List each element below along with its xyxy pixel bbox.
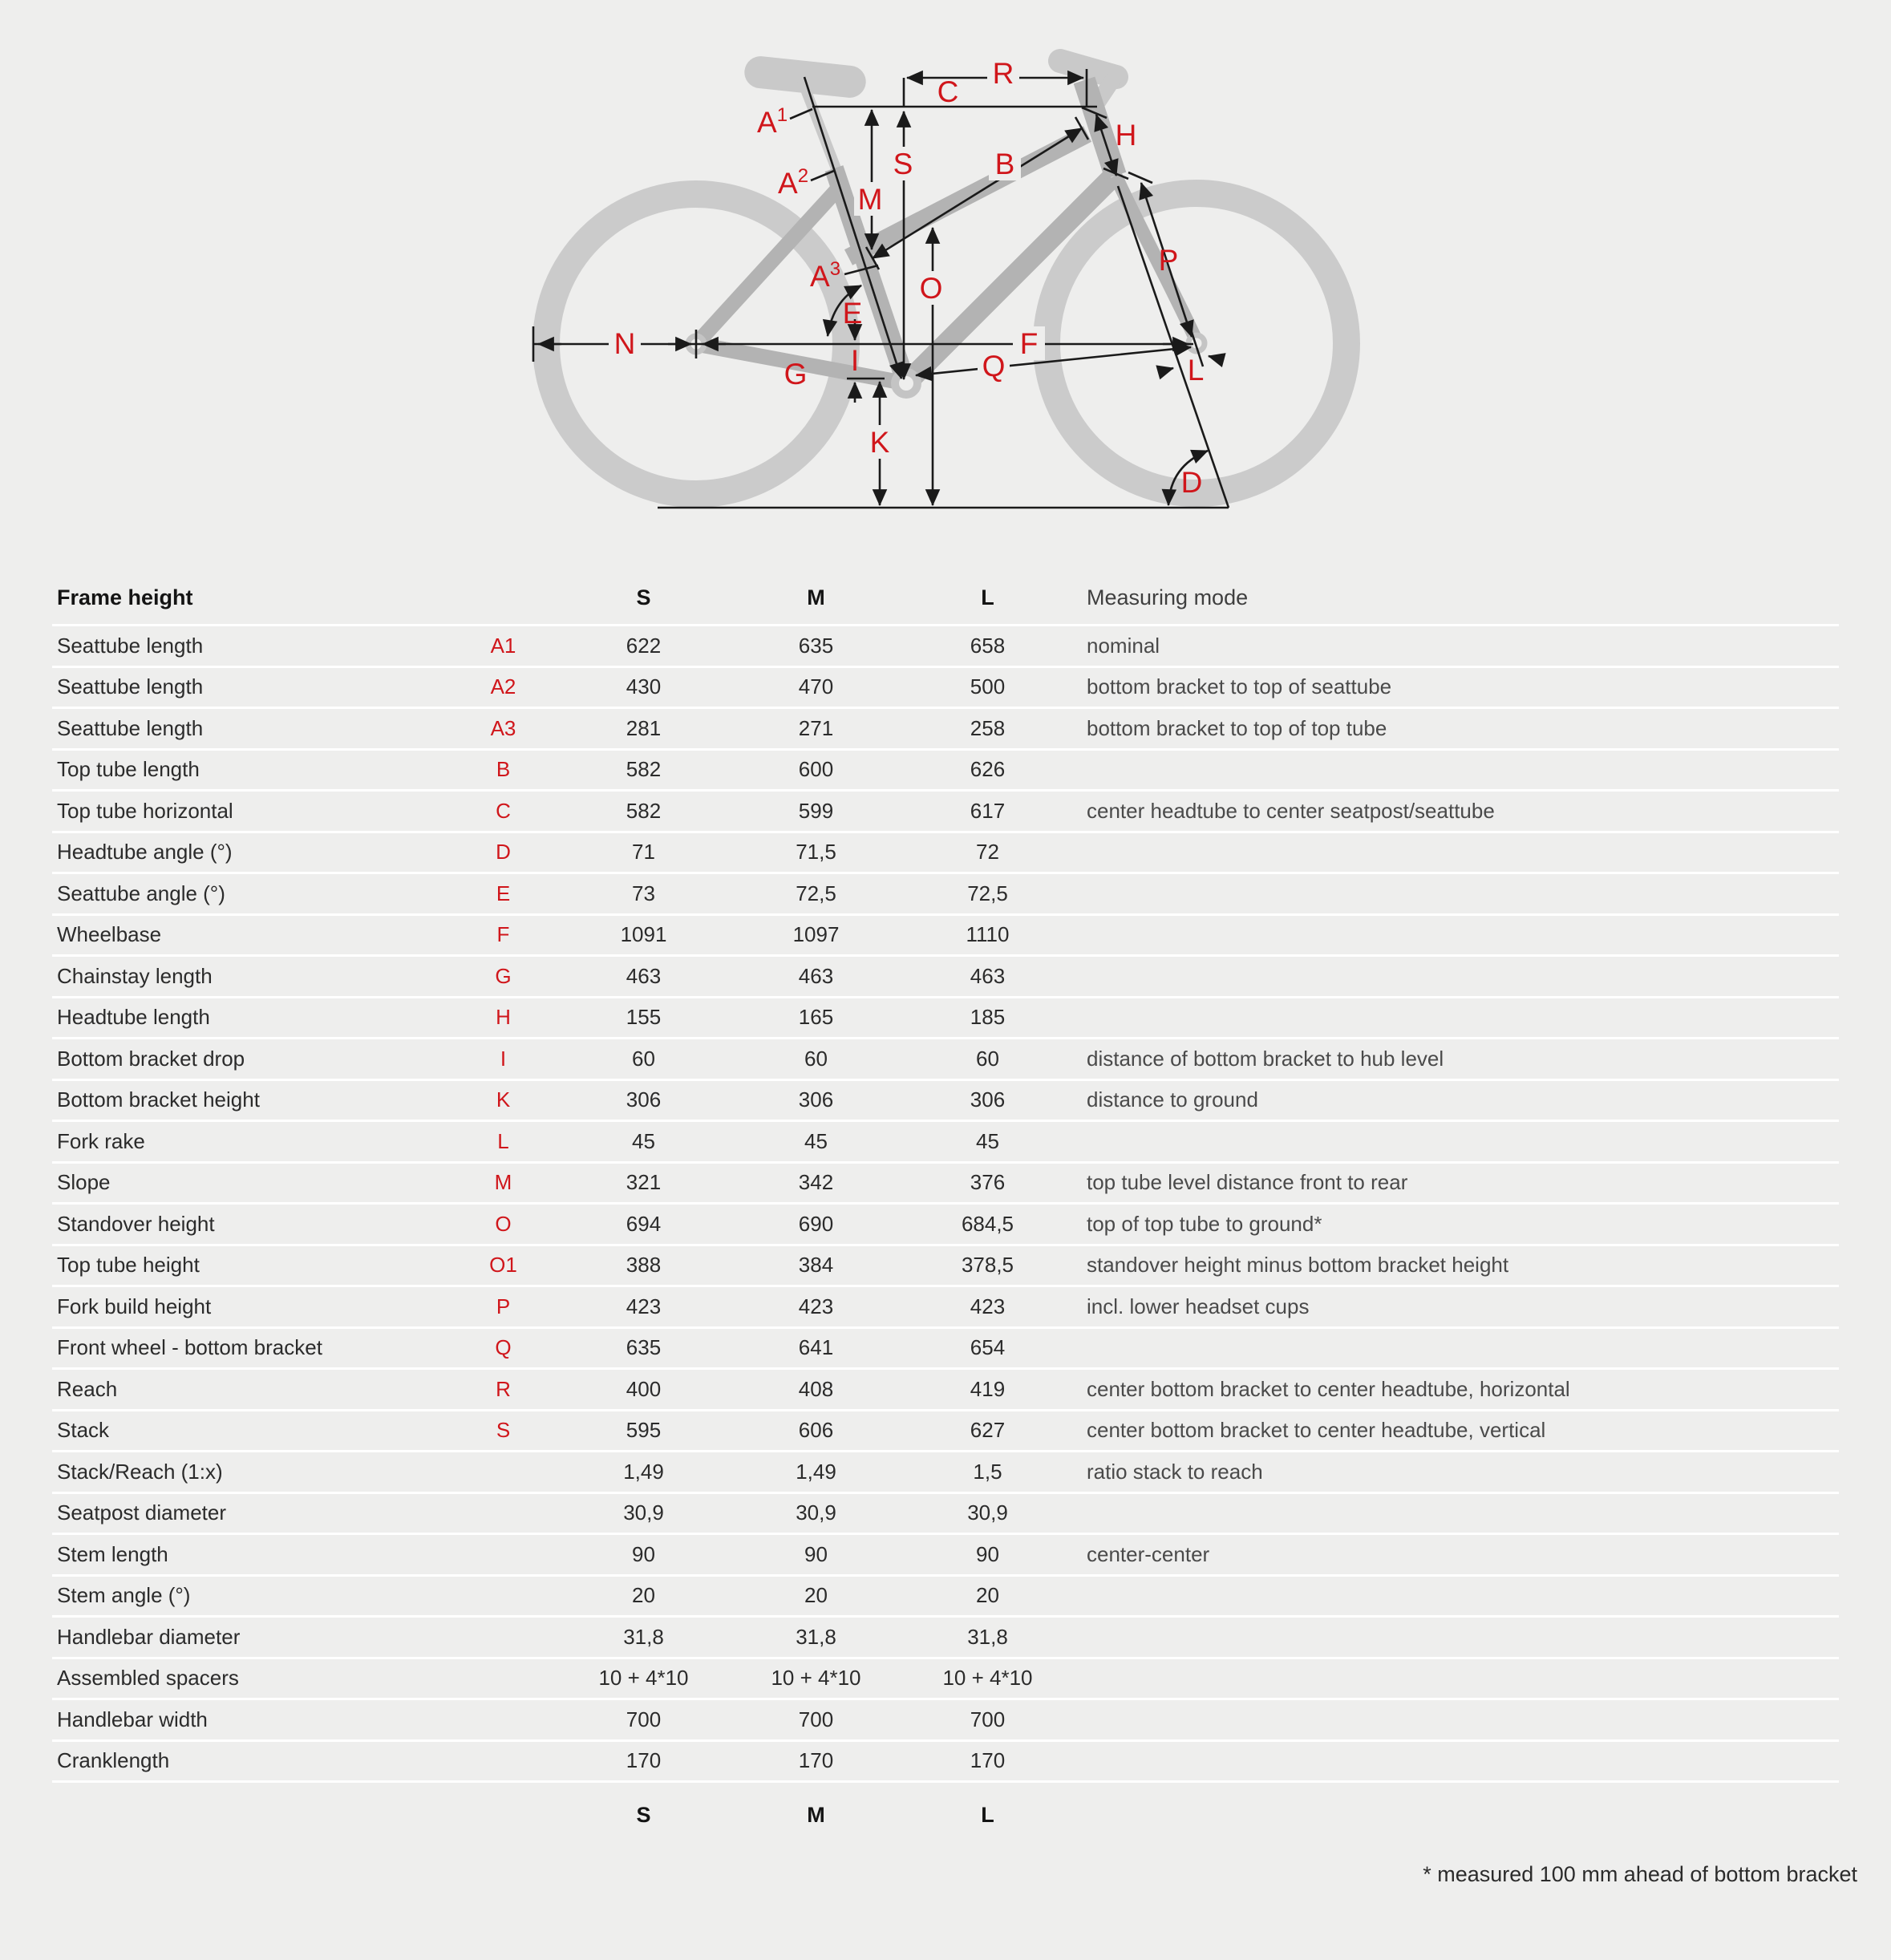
- value-m: 641: [798, 1335, 834, 1360]
- table-row: [52, 1698, 1839, 1739]
- bike-geometry-diagram: [0, 0, 1891, 569]
- diagram-label-c: C: [937, 75, 959, 108]
- row-code: P: [496, 1294, 511, 1318]
- table-body: [52, 624, 1839, 1783]
- value-m: 60: [804, 1046, 828, 1071]
- table-row: [52, 1326, 1839, 1368]
- table-row: [52, 1657, 1839, 1699]
- row-code: M: [494, 1170, 512, 1195]
- value-l: 185: [970, 1005, 1006, 1030]
- measuring-mode: center bottom bracket to center headtube, vertical: [1087, 1418, 1546, 1443]
- row-code: L: [497, 1128, 509, 1153]
- value-m: 423: [798, 1294, 834, 1318]
- value-l: 1110: [966, 922, 1010, 947]
- value-s: 595: [626, 1418, 662, 1443]
- diagram-label-a3: $A^3$: [810, 258, 841, 293]
- row-code: B: [496, 757, 511, 782]
- row-code: C: [496, 798, 511, 823]
- table-row: [52, 1533, 1839, 1574]
- measuring-mode: incl. lower headset cups: [1087, 1294, 1310, 1318]
- measuring-mode: ratio stack to reach: [1087, 1459, 1263, 1484]
- value-l: 627: [970, 1418, 1006, 1443]
- value-s: 635: [626, 1335, 662, 1360]
- value-l: 1,5: [973, 1459, 1002, 1484]
- row-label: Top tube length: [57, 757, 200, 782]
- value-l: 376: [970, 1170, 1006, 1195]
- value-m: 470: [798, 674, 834, 699]
- row-label: Stack: [57, 1418, 110, 1443]
- value-s: 90: [632, 1541, 655, 1566]
- measuring-mode: top of top tube to ground*: [1087, 1211, 1322, 1236]
- table-row: [52, 1037, 1839, 1079]
- value-m: 408: [798, 1376, 834, 1401]
- table-row: [52, 954, 1839, 996]
- bottom-bracket: [895, 372, 917, 395]
- row-label: Front wheel - bottom bracket: [57, 1335, 322, 1360]
- table-row: [52, 789, 1839, 831]
- diagram-label-i: I: [850, 344, 860, 377]
- diagram-label-a2: $A^2$: [778, 165, 809, 200]
- row-code: G: [495, 963, 512, 988]
- value-m: 606: [798, 1418, 834, 1443]
- value-m: 1,49: [796, 1459, 836, 1484]
- table-row: [52, 748, 1839, 790]
- table-header-row: [52, 571, 1839, 624]
- value-s: 400: [626, 1376, 662, 1401]
- column-header-l: L: [981, 585, 994, 609]
- row-code: F: [496, 922, 510, 947]
- row-label: Seattube length: [57, 674, 204, 699]
- p-tick-top: [1128, 172, 1152, 183]
- diagram-label-g: G: [784, 358, 808, 391]
- measuring-mode: bottom bracket to top of seattube: [1087, 674, 1392, 699]
- table-row: [52, 1202, 1839, 1244]
- value-l: 306: [970, 1087, 1006, 1112]
- value-s: 622: [626, 633, 662, 658]
- row-label: Bottom bracket height: [57, 1087, 260, 1112]
- table-row: [52, 1367, 1839, 1409]
- value-m: 600: [798, 757, 834, 782]
- value-s: 388: [626, 1253, 662, 1278]
- value-l: 617: [970, 798, 1006, 823]
- diagram-label-n: N: [613, 327, 636, 360]
- row-label: Stack/Reach (1:x): [57, 1459, 223, 1484]
- value-l: 654: [970, 1335, 1006, 1360]
- diagram-label-d: D: [1180, 466, 1203, 499]
- measuring-mode: standover height minus bottom bracket height: [1087, 1253, 1509, 1278]
- measuring-mode: center headtube to center seatpost/seattube: [1087, 798, 1495, 823]
- value-s: 463: [626, 963, 662, 988]
- value-m: 599: [798, 798, 834, 823]
- row-code: A3: [490, 715, 516, 740]
- value-l: 90: [976, 1541, 999, 1566]
- value-s: 582: [626, 798, 662, 823]
- value-l: 658: [970, 633, 1006, 658]
- geometry-table: [52, 571, 1839, 1837]
- a1-pointer: [790, 109, 812, 119]
- table-row: [52, 1244, 1839, 1286]
- row-label: Standover height: [57, 1211, 215, 1236]
- value-s: 31,8: [623, 1624, 664, 1649]
- value-m: 71,5: [796, 840, 836, 865]
- diagram-label-m: M: [857, 183, 883, 216]
- value-s: 155: [626, 1005, 662, 1030]
- value-s: 281: [626, 715, 662, 740]
- value-m: 384: [798, 1253, 834, 1278]
- row-label: Seatpost diameter: [57, 1500, 227, 1525]
- table-row: [52, 1450, 1839, 1492]
- row-code: D: [496, 840, 511, 865]
- measuring-mode: center-center: [1087, 1541, 1210, 1566]
- table-row: [52, 624, 1839, 666]
- value-l: 45: [976, 1128, 999, 1153]
- footer-column-l: L: [981, 1802, 994, 1827]
- value-s: 700: [626, 1707, 662, 1731]
- table-row: [52, 831, 1839, 873]
- footer-column-s: S: [636, 1802, 651, 1827]
- value-m: 170: [798, 1748, 834, 1773]
- row-label: Assembled spacers: [57, 1666, 239, 1691]
- row-code: H: [496, 1005, 511, 1030]
- row-label: Cranklength: [57, 1748, 170, 1773]
- value-l: 500: [970, 674, 1006, 699]
- table-row: [52, 1492, 1839, 1533]
- value-l: 423: [970, 1294, 1006, 1318]
- value-s: 430: [626, 674, 662, 699]
- table-row: [52, 1574, 1839, 1616]
- value-l: 72,5: [967, 881, 1008, 905]
- value-l: 60: [976, 1046, 999, 1071]
- value-l: 170: [970, 1748, 1006, 1773]
- value-m: 72,5: [796, 881, 836, 905]
- value-s: 30,9: [623, 1500, 664, 1525]
- table-row: [52, 1285, 1839, 1326]
- value-s: 45: [632, 1128, 655, 1153]
- row-label: Stem length: [57, 1541, 168, 1566]
- value-s: 582: [626, 757, 662, 782]
- value-s: 10 + 4*10: [598, 1666, 689, 1691]
- table-row: [52, 1161, 1839, 1203]
- value-m: 700: [798, 1707, 834, 1731]
- value-s: 423: [626, 1294, 662, 1318]
- value-m: 306: [798, 1087, 834, 1112]
- diagram-label-h: H: [1115, 119, 1137, 152]
- steering-axis-line: [1118, 186, 1229, 508]
- table-row: [52, 1615, 1839, 1657]
- row-label: Seattube length: [57, 633, 204, 658]
- value-l: 72: [976, 840, 999, 865]
- row-label: Fork rake: [57, 1128, 145, 1153]
- measuring-mode: distance of bottom bracket to hub level: [1087, 1046, 1444, 1071]
- footer-column-m: M: [807, 1802, 825, 1827]
- l-arrow-left: [1159, 368, 1173, 372]
- row-code: K: [496, 1087, 511, 1112]
- measuring-mode: bottom bracket to top of top tube: [1087, 715, 1387, 740]
- row-code: I: [500, 1046, 507, 1071]
- diagram-labels: [609, 56, 1204, 499]
- measuring-mode: top tube level distance front to rear: [1087, 1170, 1408, 1195]
- table-row: [52, 1120, 1839, 1161]
- value-l: 31,8: [967, 1624, 1008, 1649]
- table-footer-row: [52, 1792, 1839, 1837]
- row-label: Seattube length: [57, 715, 204, 740]
- value-l: 700: [970, 1707, 1006, 1731]
- diagram-label-f: F: [1019, 327, 1039, 360]
- measuring-mode-header: Measuring mode: [1087, 585, 1249, 609]
- value-l: 10 + 4*10: [942, 1666, 1033, 1691]
- measuring-mode: center bottom bracket to center headtube, horizontal: [1087, 1376, 1570, 1401]
- value-s: 20: [632, 1583, 655, 1608]
- value-s: 60: [632, 1046, 655, 1071]
- value-m: 30,9: [796, 1500, 836, 1525]
- diagram-label-s: S: [893, 148, 913, 180]
- measuring-mode: nominal: [1087, 633, 1160, 658]
- row-label: Handlebar width: [57, 1707, 208, 1731]
- value-l: 419: [970, 1376, 1006, 1401]
- value-m: 10 + 4*10: [771, 1666, 861, 1691]
- row-label: Headtube length: [57, 1005, 210, 1030]
- row-label: Headtube angle (°): [57, 840, 233, 865]
- diagram-label-o: O: [919, 272, 943, 305]
- value-s: 1,49: [623, 1459, 664, 1484]
- row-label: Handlebar diameter: [57, 1624, 241, 1649]
- value-m: 690: [798, 1211, 834, 1236]
- value-l: 20: [976, 1583, 999, 1608]
- row-label: Slope: [57, 1170, 111, 1195]
- value-m: 90: [804, 1541, 828, 1566]
- value-l: 684,5: [961, 1211, 1014, 1236]
- value-m: 165: [798, 1005, 834, 1030]
- value-m: 635: [798, 633, 834, 658]
- value-s: 170: [626, 1748, 662, 1773]
- measuring-mode: distance to ground: [1087, 1087, 1258, 1112]
- diagram-label-b: B: [994, 148, 1015, 180]
- table-row: [52, 1739, 1839, 1784]
- row-code: O: [495, 1211, 512, 1236]
- value-s: 321: [626, 1170, 662, 1195]
- value-m: 45: [804, 1128, 828, 1153]
- row-code: R: [496, 1376, 511, 1401]
- row-code: A2: [490, 674, 516, 699]
- diagram-label-l: L: [1187, 354, 1205, 387]
- diagram-label-e: E: [842, 297, 863, 330]
- table-row: [52, 707, 1839, 748]
- value-l: 626: [970, 757, 1006, 782]
- column-header-m: M: [807, 585, 825, 609]
- l-arrow-right: [1209, 356, 1224, 360]
- row-code: A1: [490, 633, 516, 658]
- value-s: 73: [632, 881, 655, 905]
- column-header-s: S: [636, 585, 651, 609]
- row-label: Seattube angle (°): [57, 881, 225, 905]
- table-row: [52, 666, 1839, 707]
- row-label: Top tube height: [57, 1253, 200, 1278]
- table-row: [52, 913, 1839, 955]
- diagram-label-a1: $A^1$: [757, 104, 788, 139]
- value-s: 306: [626, 1087, 662, 1112]
- row-label: Chainstay length: [57, 963, 213, 988]
- row-label: Bottom bracket drop: [57, 1046, 245, 1071]
- value-m: 463: [798, 963, 834, 988]
- value-m: 31,8: [796, 1624, 836, 1649]
- table-row: [52, 1079, 1839, 1120]
- footnote: * measured 100 mm ahead of bottom bracket: [1423, 1862, 1857, 1886]
- value-s: 71: [632, 840, 655, 865]
- value-l: 258: [970, 715, 1006, 740]
- row-code: Q: [495, 1335, 512, 1360]
- row-label: Stem angle (°): [57, 1583, 191, 1608]
- row-label: Fork build height: [57, 1294, 212, 1318]
- row-label: Top tube horizontal: [57, 798, 233, 823]
- table-title: Frame height: [57, 585, 193, 609]
- value-s: 1091: [620, 922, 667, 947]
- table-row: [52, 872, 1839, 913]
- value-m: 271: [798, 715, 834, 740]
- value-m: 20: [804, 1583, 828, 1608]
- row-code: S: [496, 1418, 511, 1443]
- diagram-label-r: R: [992, 57, 1014, 90]
- row-label: Reach: [57, 1376, 118, 1401]
- value-l: 378,5: [961, 1253, 1014, 1278]
- row-code: O1: [489, 1253, 517, 1278]
- value-m: 342: [798, 1170, 834, 1195]
- row-code: E: [496, 881, 511, 905]
- row-label: Wheelbase: [57, 922, 162, 947]
- value-l: 463: [970, 963, 1006, 988]
- diagram-label-p: P: [1158, 244, 1179, 277]
- table-row: [52, 996, 1839, 1038]
- table-row: [52, 1409, 1839, 1451]
- value-m: 1097: [792, 922, 840, 947]
- diagram-label-q: Q: [982, 350, 1006, 383]
- value-l: 30,9: [967, 1500, 1008, 1525]
- diagram-label-k: K: [869, 426, 890, 459]
- value-s: 694: [626, 1211, 662, 1236]
